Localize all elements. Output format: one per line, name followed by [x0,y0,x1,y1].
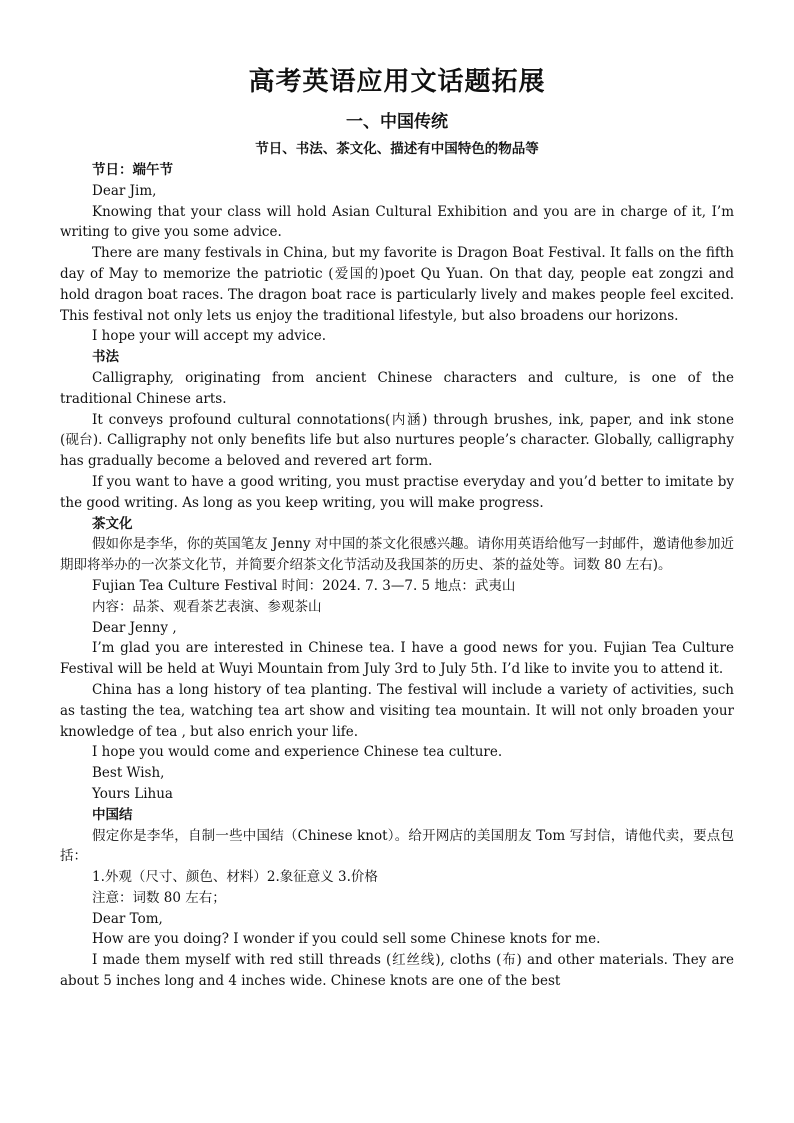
tea-greeting: Dear Jenny , [92,619,177,636]
tea-prompt: 假如你是李华，你的英国笔友 Jenny 对中国的茶文化很感兴趣。请你用英语给他写一封邮件，邀请他参加近期即将举办的一次茶文化节，并简要介绍茶文化节活动及我国茶的历史、茶的益处等。词数 80 左右)。 [60,536,734,574]
festival-greeting: Dear Jim, [92,182,157,199]
document-body [60,160,734,992]
tea-event-info: Fujian Tea Culture Festival 时间：2024. 7. 3—7. 5 地点：武夷山 [92,577,516,594]
festival-heading: 节日：端午节 [92,162,173,178]
festival-paragraph: There are many festivals in China, but my favorite is Dragon Boat Festival. It falls on the fifth day of May to memorize the patriotic (爱国的)poet Qu Yuan. On that day, people eat zongzi and hold dragon boat races. The dragon boat race is particularly lively and makes people feel excited. This festival not only lets us enjoy the traditional lifestyle, but also broadens our horizons. [60,245,734,324]
festival-paragraph: Knowing that your class will hold Asian Cultural Exhibition and you are in charge of it, I’m writing to give you some advice. [60,203,734,241]
calligraphy-heading: 书法 [92,349,119,366]
document-title: 高考英语应用文话题拓展 [248,67,546,97]
knot-prompt: 假定你是李华，自制一些中国结（Chinese knot）。给开网店的美国朋友 Tom 写封信，请他代卖，要点包括： [60,827,734,865]
document-page [60,64,734,992]
knot-note: 注意：词数 80 左右； [92,889,226,906]
tea-paragraph: China has a long history of tea planting. The festival will include a variety of activities, such as tasting the tea, watching tea art show and visiting tea mountain. It will not only broaden your knowledge of tea , but also enrich your life. [60,681,734,740]
tea-paragraph: I’m glad you are interested in Chinese tea. I have a good news for you. Fujian Tea Culture Festival will be held at Wuyi Mountain from July 3rd to July 5th. I’d like to invite you to attend it. [60,640,734,678]
tea-heading: 茶文化 [92,515,133,532]
tea-signoff: Best Wish, [92,765,165,782]
calligraphy-paragraph: It conveys profound cultural connotations(内涵) through brushes, ink, paper, and ink stone (砚台). Calligraphy not only benefits life but also nurtures people’s character. Globally, calligraphy has gradually become a beloved and revered art form. [60,411,734,470]
tea-event-content: 内容：品茶、观看茶艺表演、参观茶山 [92,598,322,615]
tea-signature: Yours Lihua [92,785,173,802]
calligraphy-paragraph: Calligraphy, originating from ancient Chinese characters and culture, is one of the traditional Chinese arts. [60,369,734,407]
tea-paragraph: I hope you would come and experience Chinese tea culture. [92,744,503,761]
topics-line: 节日、书法、茶文化、描述有中国特色的物品等 [255,141,539,157]
section-title: 一、中国传统 [346,112,448,132]
festival-closing: I hope your will accept my advice. [92,328,327,345]
knot-paragraph: I made them myself with red still threads (红丝线), cloths (布) and other materials. They are about 5 inches long and 4 inches wide. Chinese knots are one of the best [60,952,734,990]
calligraphy-paragraph: If you want to have a good writing, you must practise everyday and you’d better to imitate by the good writing. As long as you keep writing, you will make progress. [60,473,734,511]
knot-paragraph: How are you doing? I wonder if you could sell some Chinese knots for me. [92,931,601,948]
knot-points: 1.外观（尺寸、颜色、材料）2.象征意义 3.价格 [92,869,378,886]
knot-heading: 中国结 [92,806,133,823]
knot-greeting: Dear Tom, [92,910,163,927]
